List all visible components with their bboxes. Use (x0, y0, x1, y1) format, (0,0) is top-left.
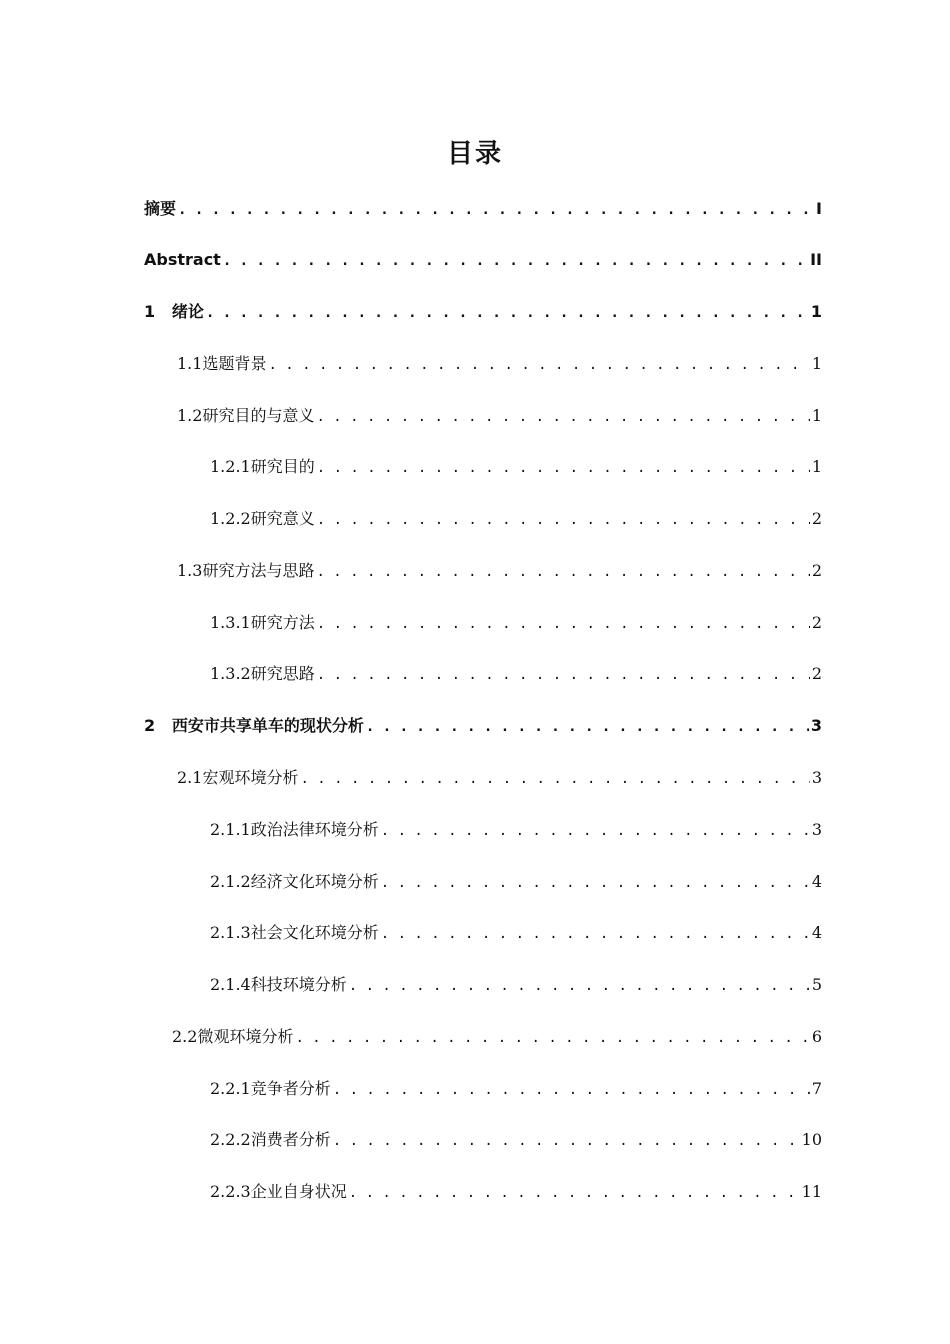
toc-entry[interactable] (177, 765, 822, 791)
toc-entry-text: 2 西安市共享单车的现状分析 (144, 716, 364, 735)
toc-leader-dots (268, 352, 809, 378)
toc-leader-dots (317, 507, 810, 533)
toc-entry-text: 2.1.1政治法律环境分析 (210, 820, 379, 839)
toc-entry-text: Abstract (144, 250, 221, 269)
toc-entry-text: 2.1.4科技环境分析 (210, 975, 347, 994)
toc-entry-text: 1.3研究方法与思路 (177, 561, 315, 580)
toc-entry-text: 1.3.1研究方法 (210, 613, 315, 632)
toc-entry-text: 2.1.2经济文化环境分析 (210, 872, 379, 891)
toc-page-number: 10 (801, 1130, 822, 1149)
toc-page-number: 1 (810, 302, 822, 321)
toc-entry[interactable] (144, 299, 822, 325)
toc-entry[interactable] (144, 247, 822, 273)
toc-entry[interactable] (210, 972, 822, 998)
toc-page-number: 5 (811, 975, 822, 994)
toc-entry[interactable] (210, 506, 822, 532)
toc-entry-text: 1.1选题背景 (177, 354, 267, 373)
toc-entry[interactable] (210, 1179, 822, 1205)
toc-entry-text: 摘要 (144, 199, 177, 218)
toc-entry[interactable] (210, 661, 822, 687)
toc-page-number: 2 (811, 664, 822, 683)
toc-entry[interactable] (177, 403, 822, 429)
toc-leader-dots (366, 714, 809, 740)
toc-page-number: 1 (811, 457, 822, 476)
toc-page-number: 2 (811, 561, 822, 580)
toc-leader-dots (317, 455, 810, 481)
toc-leader-dots (316, 559, 809, 585)
toc-entry[interactable] (177, 351, 822, 377)
toc-page-number: 1 (811, 354, 822, 373)
toc-entry-text: 1 绪论 (144, 302, 204, 321)
toc-page-number: 11 (801, 1182, 822, 1201)
toc-entry[interactable] (210, 920, 822, 946)
toc-entry[interactable] (210, 454, 822, 480)
toc-page-number: 4 (811, 872, 822, 891)
toc-entry-text: 1.2研究目的与意义 (177, 406, 315, 425)
toc-page-number: II (810, 250, 822, 269)
toc-entry-text: 2.2.1竞争者分析 (210, 1079, 331, 1098)
toc-entry[interactable] (144, 713, 822, 739)
toc-entry-text: 2.1.3社会文化环境分析 (210, 923, 379, 942)
toc-page-number: 2 (811, 613, 822, 632)
toc-leader-dots (178, 197, 814, 223)
toc-entry-text: 2.2.3企业自身状况 (210, 1182, 347, 1201)
toc-leader-dots (317, 611, 810, 637)
toc-entry-text: 2.2.2消费者分析 (210, 1130, 331, 1149)
toc-page-number: 6 (811, 1027, 822, 1046)
toc-leader-dots (381, 870, 810, 896)
toc-entry-text: 1.2.1研究目的 (210, 457, 315, 476)
toc-leader-dots (300, 766, 809, 792)
toc-leader-dots (349, 973, 810, 999)
toc-leader-dots (317, 662, 810, 688)
toc-page-number: I (816, 199, 822, 218)
toc-leader-dots (316, 404, 809, 430)
toc-page-number: 3 (811, 820, 822, 839)
toc-leader-dots (381, 818, 810, 844)
toc-leader-dots (295, 1025, 809, 1051)
toc-title: 目录 (446, 139, 503, 169)
toc-leader-dots (206, 300, 809, 326)
toc-leader-dots (349, 1180, 800, 1206)
toc-entry[interactable] (210, 1127, 822, 1153)
toc-entry-text: 2.2微观环境分析 (172, 1027, 294, 1046)
toc-entry[interactable] (210, 869, 822, 895)
toc-entry[interactable] (210, 1076, 822, 1102)
toc-entry-text: 1.2.2研究意义 (210, 509, 315, 528)
toc-leader-dots (333, 1077, 810, 1103)
toc-entry[interactable] (172, 1024, 822, 1050)
toc-leader-dots (223, 248, 808, 274)
toc-page-number: 2 (811, 509, 822, 528)
toc-page-number: 7 (811, 1079, 822, 1098)
toc-entry[interactable] (144, 196, 822, 222)
toc-page-number: 4 (811, 923, 822, 942)
toc-page-number: 3 (810, 716, 822, 735)
toc-entry[interactable] (177, 558, 822, 584)
toc-page-number: 1 (811, 406, 822, 425)
toc-entry-text: 1.3.2研究思路 (210, 664, 315, 683)
toc-leader-dots (381, 921, 810, 947)
toc-entry[interactable] (210, 610, 822, 636)
toc-entry-text: 2.1宏观环境分析 (177, 768, 299, 787)
toc-leader-dots (333, 1128, 800, 1154)
toc-page-number: 3 (811, 768, 822, 787)
toc-entry[interactable] (210, 817, 822, 843)
